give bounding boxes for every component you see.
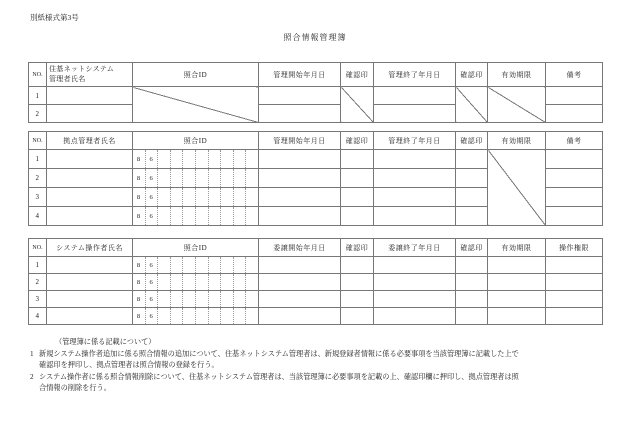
id-box: 6: [145, 188, 158, 206]
id-box: [208, 169, 221, 187]
authority-cell: [546, 291, 603, 308]
header-validity-period: 有効期限: [488, 132, 546, 150]
start-date-cell: [259, 169, 341, 188]
header-mgmt-end-date: 管理終了年月日: [374, 132, 456, 150]
confirm-seal-cell-struck: [456, 87, 488, 123]
header-no: NO.: [29, 132, 47, 150]
validity-cell: [488, 308, 546, 325]
note-item-2-line-1: [28, 372, 630, 384]
table-header-row: [29, 239, 603, 257]
id-box: [182, 274, 195, 290]
confirm-seal-cell: [456, 188, 488, 207]
validity-cell: [488, 291, 546, 308]
id-box: [157, 308, 170, 324]
end-date-cell: [374, 274, 456, 291]
validity-cell-struck: [488, 87, 546, 123]
note-item-text: 新規システム操作者追加に係る照合情報の追加について、住基ネットシステム管理者は、新規登録者情報に係る必要事項を当該管理簿に記載した上で: [39, 349, 519, 358]
id-box: [220, 308, 233, 324]
id-box: [245, 257, 258, 273]
id-box: 6: [145, 291, 158, 307]
id-box: [182, 308, 195, 324]
id-box: [220, 291, 233, 307]
operator-name-cell: [47, 291, 133, 308]
id-box: [195, 308, 208, 324]
validity-cell: [488, 274, 546, 291]
id-box: [220, 150, 233, 168]
row-number-cell: 2: [29, 274, 47, 291]
id-box: 8: [136, 295, 141, 303]
remarks-cell: [546, 188, 603, 207]
collation-id-cell: [133, 150, 259, 169]
start-date-cell: [259, 87, 341, 105]
header-no: NO.: [29, 63, 47, 87]
id-box: [182, 169, 195, 187]
id-box: [245, 274, 258, 290]
table-row: [29, 291, 603, 308]
id-box: 8: [136, 174, 141, 182]
confirm-seal-cell: [341, 291, 374, 308]
id-box: [220, 257, 233, 273]
id-box: [233, 291, 246, 307]
end-date-cell: [374, 105, 456, 123]
id-box: [170, 274, 183, 290]
header-collation-id: 照合ID: [133, 132, 259, 150]
start-date-cell: [259, 207, 341, 226]
end-date-cell: [374, 257, 456, 274]
id-box: 8: [136, 312, 141, 320]
confirm-seal-cell: [456, 150, 488, 169]
header-delegation-end-date: 委譲終了年月日: [374, 239, 456, 257]
id-box: 8: [136, 155, 141, 163]
notes-heading: （管理簿に係る記載について）: [55, 338, 156, 346]
start-date-cell: [259, 188, 341, 207]
id-character-boxes: [133, 150, 258, 168]
header-delegation-start-date: 委譲開始年月日: [259, 239, 341, 257]
header-operation-authority: 操作権限: [546, 239, 603, 257]
confirm-seal-cell: [341, 274, 374, 291]
id-box: 6: [145, 274, 158, 290]
remarks-cell: [546, 150, 603, 169]
id-box: [195, 188, 208, 206]
header-validity-period: 有効期限: [488, 239, 546, 257]
row-number-cell: 2: [29, 105, 47, 123]
id-box: [233, 188, 246, 206]
id-box: [245, 169, 258, 187]
collation-id-cell: [133, 308, 259, 325]
collation-id-cell: [133, 207, 259, 226]
note-item-2-line-2: 合情報の削除を行う。: [39, 384, 111, 392]
id-box: [245, 308, 258, 324]
table-row: [29, 257, 603, 274]
header-mgmt-start-date: 管理開始年月日: [259, 63, 341, 87]
operator-name-cell: [47, 274, 133, 291]
id-box: [157, 291, 170, 307]
validity-cell: [488, 257, 546, 274]
header-confirm-seal-2: 確認印: [456, 132, 488, 150]
notes-section: [28, 337, 630, 395]
header-manager-name-line2: 管理者氏名: [49, 74, 86, 83]
header-operator-name: システム操作者氏名: [47, 239, 133, 257]
id-character-boxes: [133, 291, 258, 307]
id-character-boxes: [133, 257, 258, 273]
collation-id-cell: [133, 257, 259, 274]
remarks-cell: [546, 87, 603, 105]
start-date-cell: [259, 308, 341, 325]
id-box: 6: [145, 207, 158, 225]
id-box: [157, 188, 170, 206]
id-box: 8: [136, 193, 141, 201]
start-date-cell: [259, 257, 341, 274]
id-box: [182, 188, 195, 206]
form-number-label: 別紙様式第3号: [30, 13, 79, 22]
table-row: [29, 87, 603, 105]
id-box: [170, 169, 183, 187]
row-number-cell: 1: [29, 87, 47, 105]
header-remarks: 備考: [546, 132, 603, 150]
id-box: [208, 257, 221, 273]
header-mgmt-start-date: 管理開始年月日: [259, 132, 341, 150]
manager-name-cell: [47, 87, 133, 105]
row-number-cell: 1: [29, 150, 47, 169]
table-row: [29, 150, 603, 169]
confirm-seal-cell: [341, 257, 374, 274]
table-header-row: [29, 63, 603, 87]
id-box: [157, 169, 170, 187]
end-date-cell: [374, 188, 456, 207]
id-box: [208, 150, 221, 168]
id-box: [195, 274, 208, 290]
id-box: [220, 188, 233, 206]
id-box: [233, 257, 246, 273]
header-mgmt-end-date: 管理終了年月日: [374, 63, 456, 87]
id-box: [182, 257, 195, 273]
table-row: [29, 308, 603, 325]
id-box: [233, 308, 246, 324]
header-manager-name-line1: 住基ネットシステム: [49, 65, 114, 74]
collation-id-cell: [133, 188, 259, 207]
id-box: [233, 274, 246, 290]
id-box: [195, 257, 208, 273]
header-site-manager-name: 拠点管理者氏名: [47, 132, 133, 150]
end-date-cell: [374, 291, 456, 308]
id-box: 8: [136, 261, 141, 269]
id-box: [157, 207, 170, 225]
id-box: 6: [145, 308, 158, 324]
confirm-seal-cell: [456, 274, 488, 291]
manager-name-cell: [47, 105, 133, 123]
remarks-cell: [546, 105, 603, 123]
end-date-cell: [374, 87, 456, 105]
id-box: 8: [136, 212, 141, 220]
id-box: [170, 257, 183, 273]
id-box: [208, 188, 221, 206]
id-box: [208, 207, 221, 225]
id-character-boxes: [133, 188, 258, 206]
header-confirm-seal-2: 確認印: [456, 239, 488, 257]
table-site-managers: [28, 131, 603, 226]
note-item-1-line-1: [28, 349, 630, 361]
id-box: 8: [136, 278, 141, 286]
id-box: [157, 257, 170, 273]
confirm-seal-cell: [341, 188, 374, 207]
id-box: 6: [145, 257, 158, 273]
header-confirm-seal-1: 確認印: [341, 239, 374, 257]
confirm-seal-cell: [456, 207, 488, 226]
id-box: [182, 207, 195, 225]
id-box: [170, 308, 183, 324]
page-title: 照合情報管理簿: [283, 33, 347, 42]
id-character-boxes: [133, 207, 258, 225]
confirm-seal-cell: [341, 169, 374, 188]
id-box: [220, 169, 233, 187]
end-date-cell: [374, 207, 456, 226]
manager-name-cell: [47, 150, 133, 169]
id-box: [182, 291, 195, 307]
id-box: [220, 274, 233, 290]
id-box: [170, 188, 183, 206]
start-date-cell: [259, 274, 341, 291]
manager-name-cell: [47, 207, 133, 226]
table-row: [29, 274, 603, 291]
table-system-operators: [28, 238, 603, 325]
remarks-cell: [546, 207, 603, 226]
id-character-boxes: [133, 274, 258, 290]
id-box: [208, 308, 221, 324]
row-number-cell: 4: [29, 207, 47, 226]
start-date-cell: [259, 291, 341, 308]
id-character-boxes: [133, 169, 258, 187]
end-date-cell: [374, 150, 456, 169]
authority-cell: [546, 308, 603, 325]
header-remarks: 備考: [546, 63, 603, 87]
header-collation-id: 照合ID: [133, 239, 259, 257]
confirm-seal-cell: [456, 291, 488, 308]
id-box: [233, 169, 246, 187]
row-number-cell: 3: [29, 188, 47, 207]
authority-cell: [546, 257, 603, 274]
note-item-number: 1: [30, 349, 34, 358]
confirm-seal-cell: [341, 308, 374, 325]
id-box: [233, 150, 246, 168]
header-confirm-seal-1: 確認印: [341, 132, 374, 150]
end-date-cell: [374, 308, 456, 325]
header-confirm-seal-1: 確認印: [341, 63, 374, 87]
header-validity-period: 有効期限: [488, 63, 546, 87]
confirm-seal-cell: [341, 207, 374, 226]
operator-name-cell: [47, 257, 133, 274]
note-item-number: 2: [30, 372, 34, 381]
collation-id-cell: [133, 169, 259, 188]
confirm-seal-cell: [456, 169, 488, 188]
confirm-seal-cell: [341, 150, 374, 169]
id-box: [157, 274, 170, 290]
row-number-cell: 2: [29, 169, 47, 188]
authority-cell: [546, 274, 603, 291]
id-box: [245, 150, 258, 168]
end-date-cell: [374, 169, 456, 188]
header-confirm-seal-2: 確認印: [456, 63, 488, 87]
id-box: [182, 150, 195, 168]
manager-name-cell: [47, 188, 133, 207]
id-box: 6: [145, 150, 158, 168]
id-box: 6: [145, 169, 158, 187]
collation-id-cell: [133, 274, 259, 291]
id-box: [245, 291, 258, 307]
operator-name-cell: [47, 308, 133, 325]
start-date-cell: [259, 105, 341, 123]
row-number-cell: 1: [29, 257, 47, 274]
id-box: [170, 150, 183, 168]
start-date-cell: [259, 150, 341, 169]
id-box: [157, 150, 170, 168]
id-box: [195, 207, 208, 225]
id-box: [208, 274, 221, 290]
confirm-seal-cell-struck: [341, 87, 374, 123]
row-number-cell: 4: [29, 308, 47, 325]
manager-name-cell: [47, 169, 133, 188]
id-box: [195, 150, 208, 168]
id-box: [170, 291, 183, 307]
id-box: [220, 207, 233, 225]
id-box: [233, 207, 246, 225]
header-collation-id: 照合ID: [133, 63, 259, 87]
id-character-boxes: [133, 308, 258, 324]
id-box: [245, 188, 258, 206]
header-no: NO.: [29, 239, 47, 257]
header-manager-name: [47, 63, 133, 87]
confirm-seal-cell: [456, 257, 488, 274]
collation-id-cell-struck: [133, 87, 259, 123]
id-box: [245, 207, 258, 225]
id-box: [195, 291, 208, 307]
table-header-row: [29, 132, 603, 150]
note-item-text: システム操作者に係る照合情報削除について、住基ネットシステム管理者は、当該管理簿に必要事項を記載の上、確認印欄に押印し、拠点管理者は照: [39, 372, 519, 381]
id-box: [208, 291, 221, 307]
table-jukinet-system-managers: [28, 62, 603, 123]
validity-cell-struck: [488, 150, 546, 226]
note-item-1-line-2: 確認印を押印し、拠点管理者は照合情報の登録を行う。: [39, 361, 219, 369]
id-box: [170, 207, 183, 225]
confirm-seal-cell: [456, 308, 488, 325]
row-number-cell: 3: [29, 291, 47, 308]
collation-id-cell: [133, 291, 259, 308]
id-box: [195, 169, 208, 187]
remarks-cell: [546, 169, 603, 188]
